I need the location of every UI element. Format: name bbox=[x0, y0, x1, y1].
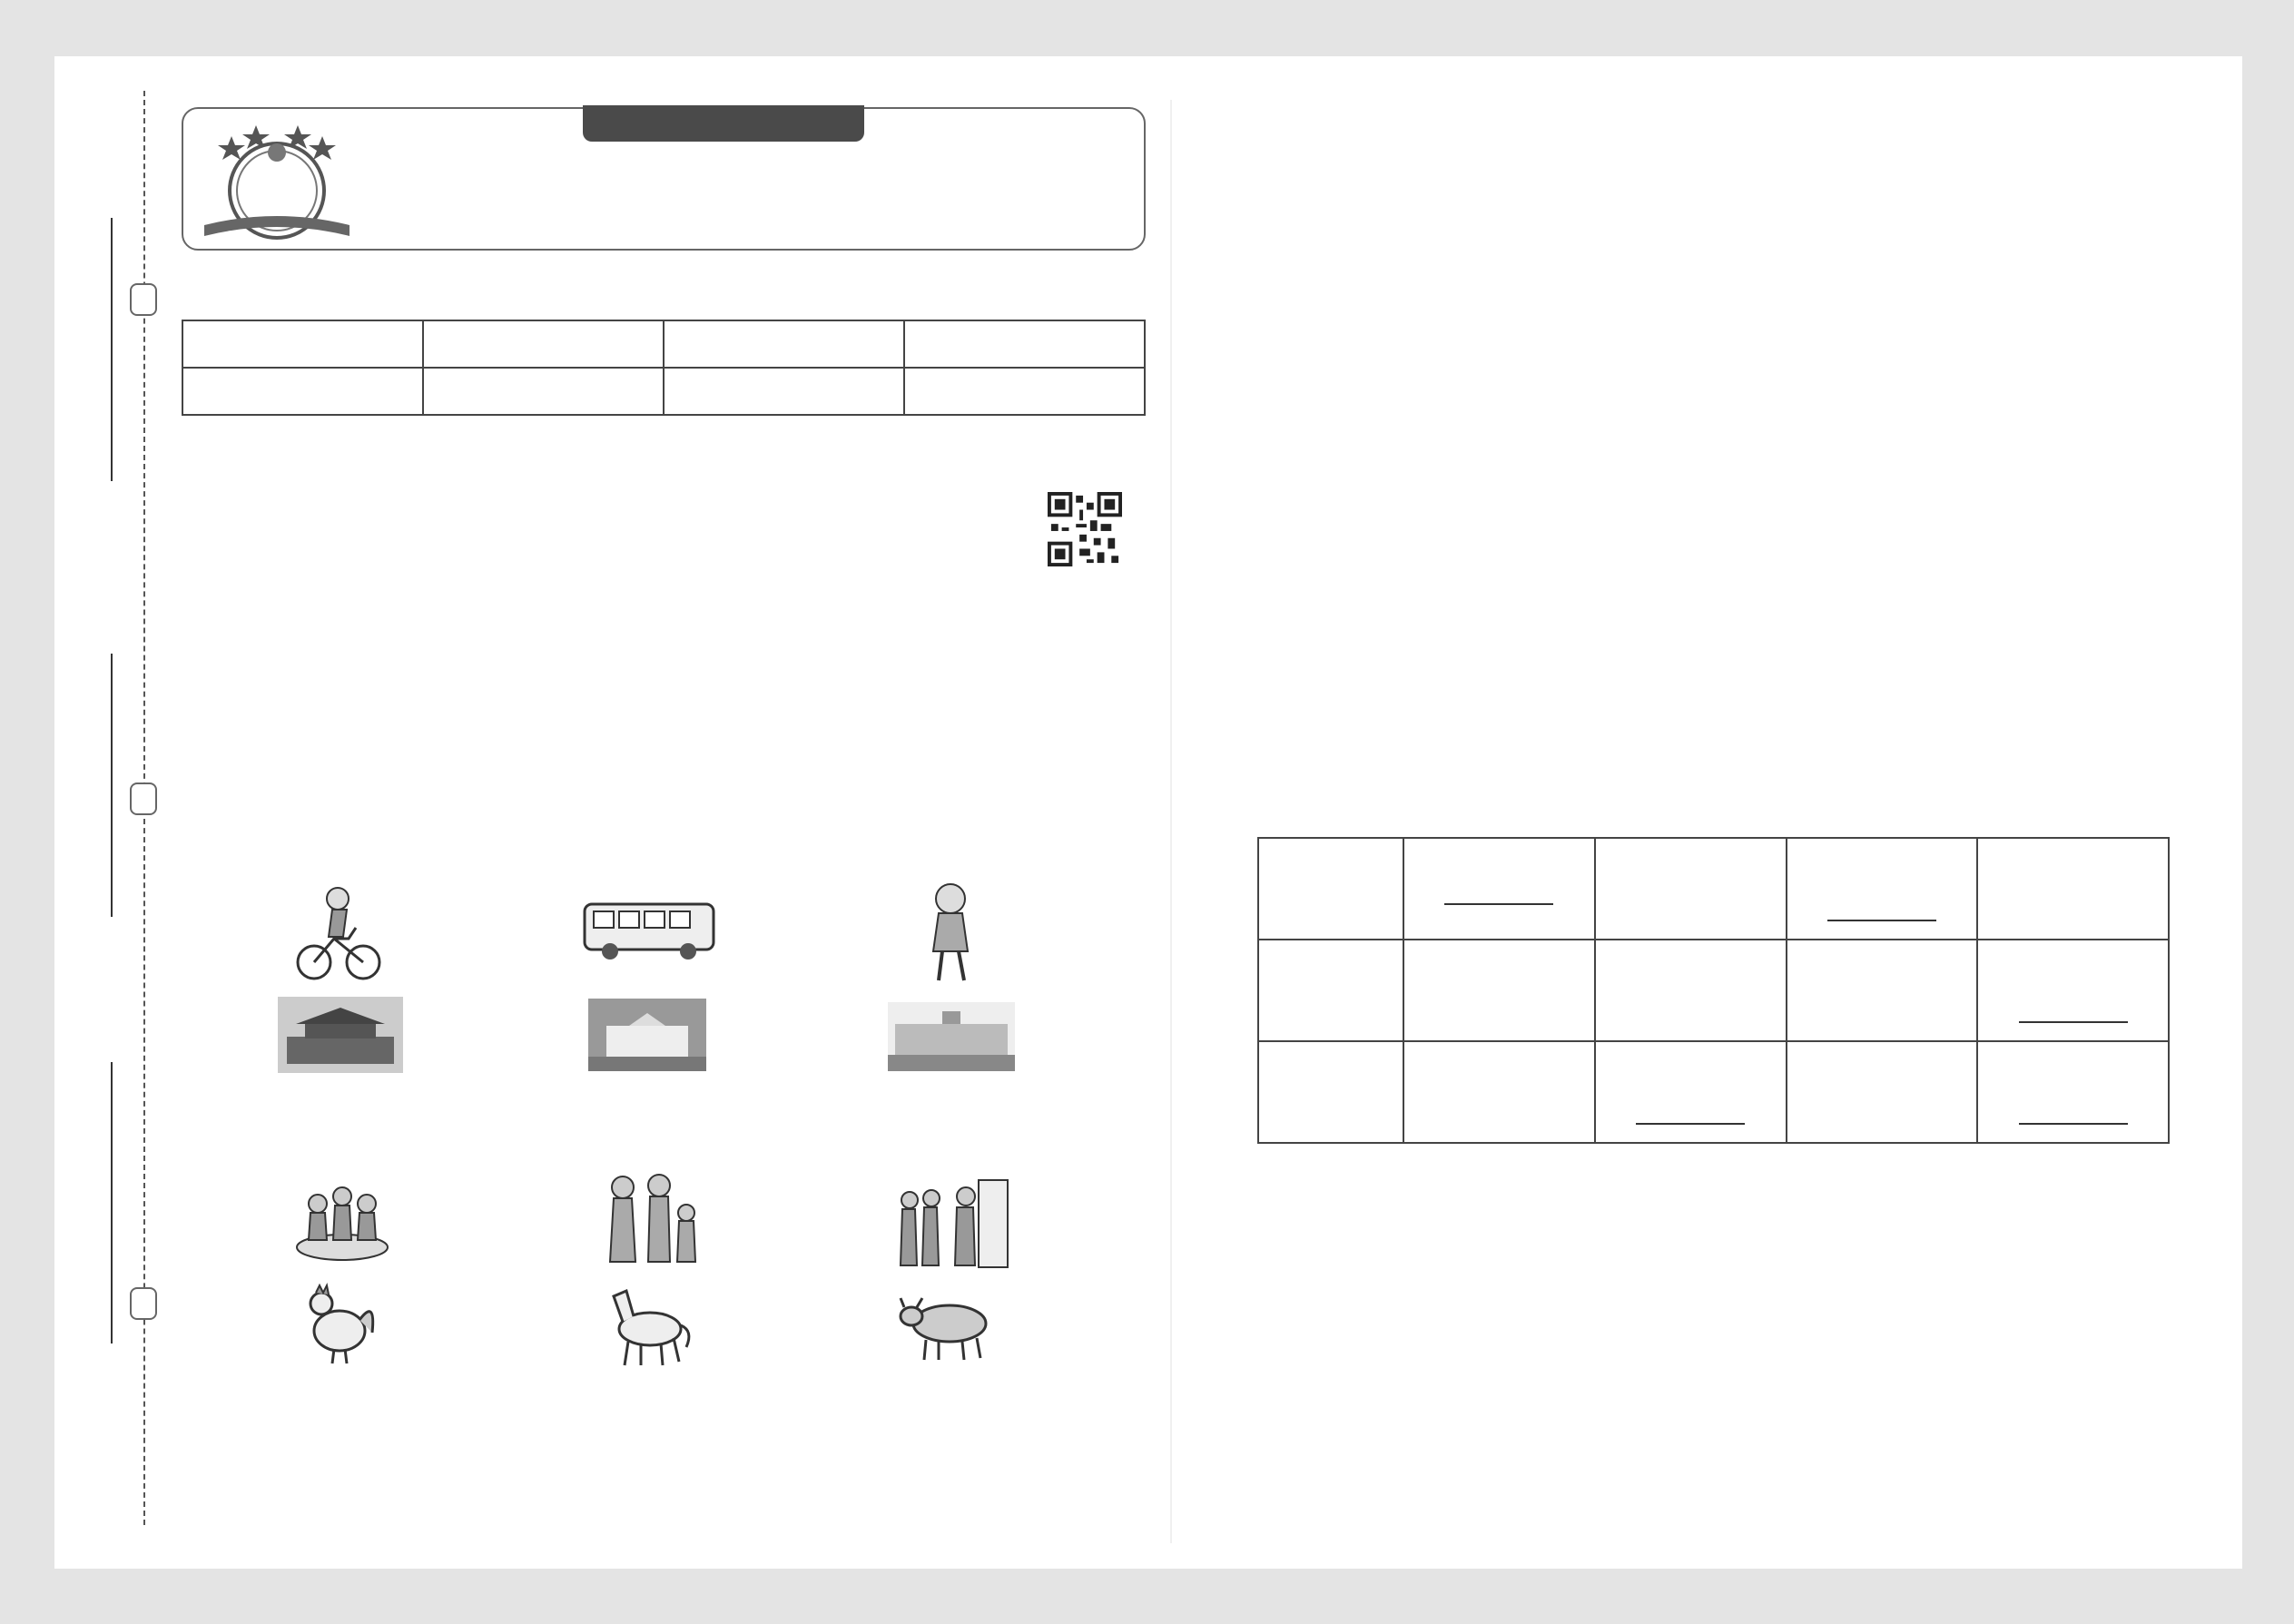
tiananmen-photo[interactable] bbox=[278, 997, 403, 1073]
qr-code-icon bbox=[1048, 492, 1122, 566]
score-cell-reading-writing[interactable] bbox=[664, 368, 904, 415]
score-header-total bbox=[904, 320, 1145, 368]
father-zodiac-cell bbox=[1595, 838, 1787, 940]
row-head-mother bbox=[1258, 940, 1403, 1041]
publisher-logo bbox=[200, 116, 354, 247]
row-head-me bbox=[1258, 1041, 1403, 1143]
binding-mark-feng bbox=[130, 782, 157, 815]
score-header-oral bbox=[182, 320, 423, 368]
me-zodiac-cell[interactable] bbox=[1595, 1041, 1787, 1143]
row-head-father bbox=[1258, 838, 1403, 940]
score-cell-total[interactable] bbox=[904, 368, 1145, 415]
rooster-picture[interactable] bbox=[300, 1280, 381, 1367]
mother-zodiac-cell bbox=[1595, 940, 1787, 1041]
horse-picture[interactable] bbox=[596, 1280, 695, 1371]
class-field-line[interactable] bbox=[111, 654, 113, 917]
exam-header bbox=[182, 107, 1146, 251]
score-table bbox=[182, 320, 1146, 416]
family-standing-picture[interactable] bbox=[596, 1171, 704, 1267]
buckingham-palace-photo[interactable] bbox=[888, 1002, 1015, 1071]
bus-picture[interactable] bbox=[581, 899, 717, 962]
white-house-photo[interactable] bbox=[588, 999, 706, 1071]
score-header-listening bbox=[423, 320, 664, 368]
listen-and-write-table bbox=[1257, 837, 2170, 1144]
school-field-line[interactable] bbox=[111, 1062, 113, 1343]
girl-walking-picture[interactable] bbox=[919, 879, 982, 986]
people-greeting-picture[interactable] bbox=[891, 1178, 1009, 1269]
score-cell-oral[interactable] bbox=[182, 368, 423, 415]
review-step-banner bbox=[583, 105, 864, 142]
father-age-cell[interactable] bbox=[1403, 838, 1595, 940]
mother-hobby-cell[interactable] bbox=[1977, 940, 2169, 1041]
ox-picture[interactable] bbox=[899, 1287, 999, 1363]
family-picnic-picture[interactable] bbox=[292, 1176, 392, 1264]
binding-mark-xian bbox=[130, 283, 157, 316]
me-hobby-cell[interactable] bbox=[1977, 1041, 2169, 1143]
mother-age-cell bbox=[1403, 940, 1595, 1041]
me-age-cell bbox=[1403, 1041, 1595, 1143]
name-field-line[interactable] bbox=[111, 218, 113, 481]
binding-mark-hao bbox=[130, 1287, 157, 1320]
father-birthday-cell[interactable] bbox=[1787, 838, 1978, 940]
father-hobby-cell bbox=[1977, 838, 2169, 940]
mother-birthday-cell bbox=[1787, 940, 1978, 1041]
score-header-reading-writing bbox=[664, 320, 904, 368]
me-birthday-cell bbox=[1787, 1041, 1978, 1143]
score-cell-listening[interactable] bbox=[423, 368, 664, 415]
boy-riding-bike-picture[interactable] bbox=[292, 882, 383, 982]
